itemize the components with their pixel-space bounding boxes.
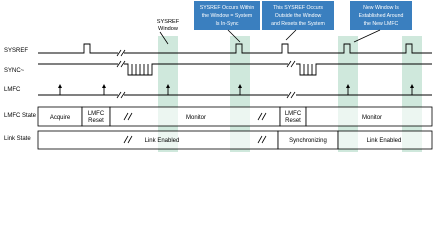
callout-outside-line-2: Outside the Window bbox=[274, 13, 322, 19]
callout-new-window-text bbox=[359, 5, 404, 27]
callout-new-window-line-1: New Window Is bbox=[363, 5, 399, 11]
callout-new-window-line-3: the New LMFC bbox=[363, 21, 399, 27]
callout-in-sync-line-2: the Window = System bbox=[201, 13, 253, 19]
callout-outside-text bbox=[271, 5, 325, 27]
link-state-label: Link State bbox=[4, 136, 31, 142]
callout-in-sync-line-3: Is In-Sync bbox=[215, 21, 239, 27]
lmfc-state-monitor-1-label: Monitor bbox=[185, 115, 207, 121]
link-state-enabled-2-label: Link Enabled bbox=[366, 138, 402, 144]
lmfc-state-reset-1-line-2: Reset bbox=[88, 118, 104, 124]
lmfc-state-label: LMFC State bbox=[4, 113, 37, 119]
lmfc-label: LMFC bbox=[4, 87, 21, 93]
sync-label: SYNC~ bbox=[4, 68, 25, 74]
lmfc-state-reset-2-line-2: Reset bbox=[285, 118, 301, 124]
callout-outside-line-3: and Resets the System bbox=[271, 21, 325, 27]
callout-in-sync-line-1: SYSREF Occurs Within bbox=[199, 5, 255, 11]
lmfc-state-reset-2-line-1: LMFC bbox=[284, 111, 302, 117]
lmfc-state-monitor-2-label: Monitor bbox=[361, 115, 383, 121]
link-state-synchronizing-label: Synchronizing bbox=[289, 138, 327, 144]
callout-outside-line-1: This SYSREF Occurs bbox=[273, 5, 323, 11]
callout-new-window-line-2: Established Around bbox=[358, 13, 404, 19]
callout-window-line-1: SYSREF bbox=[156, 19, 180, 25]
link-state-enabled-1-label: Link Enabled bbox=[144, 138, 180, 144]
sysref-label: SYSREF bbox=[4, 48, 29, 54]
signal-labels bbox=[4, 48, 37, 142]
callout-window-text bbox=[157, 19, 180, 32]
callout-window-line-2: Window bbox=[158, 26, 178, 32]
lmfc-state-acquire-label: Acquire bbox=[49, 115, 71, 121]
lmfc-state-reset-1-line-1: LMFC bbox=[87, 111, 105, 117]
